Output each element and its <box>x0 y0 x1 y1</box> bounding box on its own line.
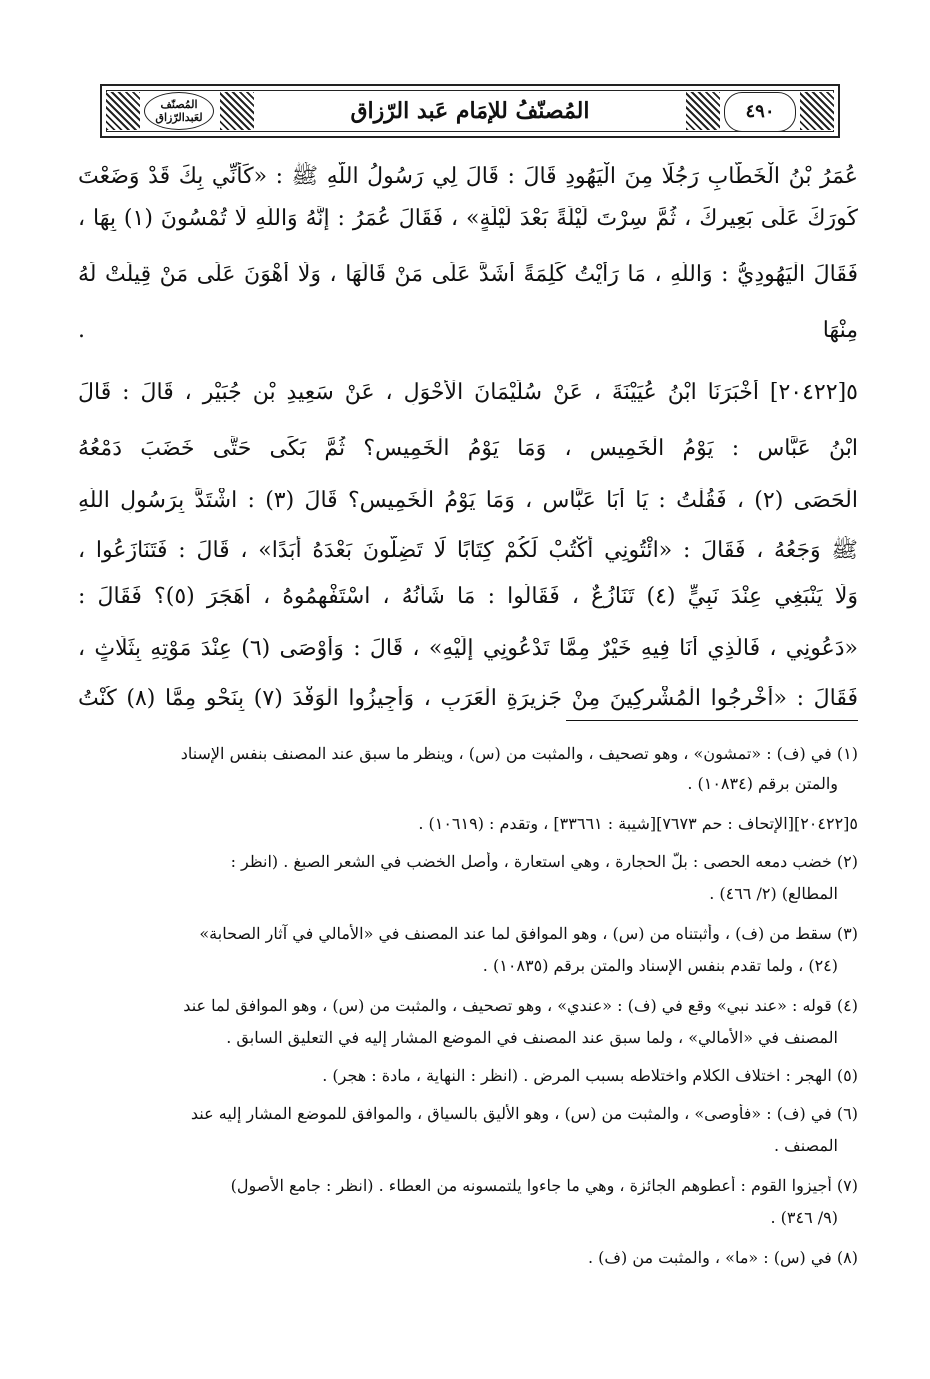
text-line: ابْنُ عَبَّاسٍ : يَوْمُ الْخَمِيسِ ، وَمَا يَوْمُ الْخَمِيسِ؟ ثُمَّ بَكَى حَتَّى خَضَبَ دَمْعُهُ <box>78 436 858 461</box>
footnote: (٥) الهجر : اختلاف الكلام واختلاطه بسبب المرض . (انظر : النهاية ، مادة : هجر) . <box>322 1066 858 1085</box>
footnote-continuation: (٩/ ٣٤٦) . <box>770 1208 838 1227</box>
book-emblem: المُصنّف لعَبدالرّزاق <box>144 92 214 130</box>
text-line: فَقَالَ : «أَخْرِجُوا الْمُشْرِكِينَ مِنْ جَزِيرَةِ الْعَرَبِ ، وَأَجِيزُوا الْوَفْدَ (٧) بِنَحْوِ مِمَّا (٨) كُنْتُ <box>78 686 858 711</box>
footnote-continuation: المصنف في «الأمالي» ، ولما سبق عند المصنف في الموضع المشار إليه في التعليق السابق . <box>226 1028 838 1047</box>
text-line: مِنْهَا . <box>78 318 858 343</box>
footnote: (٢) خضب دمعه الحصى : بلّ الحجارة ، وهي استعارة ، وأصل الخضب في الشعر الصبغ . (انظر : <box>230 852 858 871</box>
text-line: ٥[٢٠٤٢٢] أَخْبَرَنَا ابْنُ عُيَيْنَةَ ، عَنْ سُلَيْمَانَ الْأَحْوَلِ ، عَنْ سَعِيدِ بْنِ جُبَيْرٍ ، قَالَ : قَالَ <box>78 380 858 405</box>
text-line: فَقَالَ الْيَهُودِيُّ : وَاللَّهِ ، مَا رَأَيْتُ كَلِمَةً أَشَدَّ عَلَى مَنْ قَالَهَا ، وَلَا أَهْوَنَ عَلَى مَنْ قِيلَتْ لَهُ <box>78 262 858 287</box>
ornament-left-inner <box>220 92 254 130</box>
text-line: كُورَكَ عَلَى بَعِيرِكَ ، ثُمَّ سِرْتَ لَيْلَةً بَعْدَ لَيْلَةٍ» ، فَقَالَ عُمَرُ : إِنَّهُ وَاللَّهِ لَا تُمْسُونَ (١) بِهَا ، <box>78 206 858 231</box>
footnote: (٨) في (س) : «ما» ، والمثبت من (ف) . <box>587 1248 858 1267</box>
running-title: المُصنّفُ للإمَام عَبد الرّزاق <box>350 98 590 124</box>
footnote-continuation: (٢٤) ، ولما تقدم بنفس الإسناد والمتن برقم (١٠٨٣٥) . <box>482 956 838 975</box>
footnote: (٦) في (ف) : «فأوصى» ، والمثبت من (س) ، وهو الأليق بالسياق ، والموافق للموضع المشار إليه عند <box>190 1104 858 1123</box>
footnote: (٧) أجيزوا القوم : أعطوهم الجائزة ، وهي ما جاءوا يلتمسونه من العطاء . (انظر : جامع الأصول) <box>230 1176 858 1195</box>
text-line: الْحَصَى (٢) ، فَقُلْتُ : يَا أَبَا عَبَّاسٍ ، وَمَا يَوْمُ الْخَمِيسِ؟ قَالَ (٣) : اشْتَدَّ بِرَسُولِ اللَّهِ <box>78 488 858 513</box>
footnote: (٣) سقط من (ف) ، وأثبتناه من (س) ، وهو الموافق لما عند المصنف في «الأمالي في آثار الصحابة» <box>199 924 858 943</box>
text-line: «دَعُونِي ، فَالَّذِي أَنَا فِيهِ خَيْرٌ مِمَّا تَدْعُونِي إِلَيْهِ» ، قَالَ : وَأَوْصَى (٦) عِنْدَ مَوْتِهِ بِثَلَاثٍ ، <box>78 636 858 661</box>
footnote-continuation: المصنف . <box>773 1136 838 1155</box>
text-line: عُمَرُ بْنُ الْخَطَّابِ رَجُلًا مِنَ الْيَهُودِ قَالَ : قَالَ لِي رَسُولُ اللَّهِ ﷺ : «كَأَنِّي بِكَ قَدْ وَضَعْتَ <box>78 164 858 189</box>
ornament-left-outer <box>106 92 140 130</box>
ornament-right-outer <box>800 92 834 130</box>
page-number: ٤٩٠ <box>724 92 796 132</box>
footnote: (٤) قوله : «عند نبي» وقع في (ف) : «عندي» ، وهو تصحيف ، والمثبت من (س) ، وهو الموافق لما عند <box>183 996 858 1015</box>
footnote-continuation: المطالع) (٢/ ٤٦٦) . <box>709 884 838 903</box>
text-line: وَلَا يَنْبَغِي عِنْدَ نَبِيٍّ (٤) تَنَازُعٌ ، فَقَالُوا : مَا شَأْنُهُ ، اسْتَفْهِمُوهُ ، أَهَجَرَ (٥)؟ فَقَالَ : <box>78 584 858 609</box>
footnote: (١) في (ف) : «تمشون» ، وهو تصحيف ، والمثبت من (س) ، وينظر ما سبق عند المصنف بنفس الإسناد <box>180 744 858 763</box>
footnote-reference: ٥[٢٠٤٢٢][الإتحاف : حم ٧٦٧٣][شيبة : ٣٣٦٦١] ، وتقدم : (١٠٦١٩) . <box>418 814 858 833</box>
text-line: ﷺ وَجَعُهُ ، فَقَالَ : «ائْتُونِي أَكْتُبْ لَكُمْ كِتَابًا لَا تَضِلُّونَ بَعْدَهُ أَبَدًا» ، قَالَ : فَتَنَازَعُوا ، <box>78 538 858 563</box>
ornament-right-inner <box>686 92 720 130</box>
footnote-separator <box>566 720 858 721</box>
footnote-continuation: والمتن برقم (١٠٨٣٤) . <box>687 774 838 793</box>
page-header <box>100 84 840 138</box>
